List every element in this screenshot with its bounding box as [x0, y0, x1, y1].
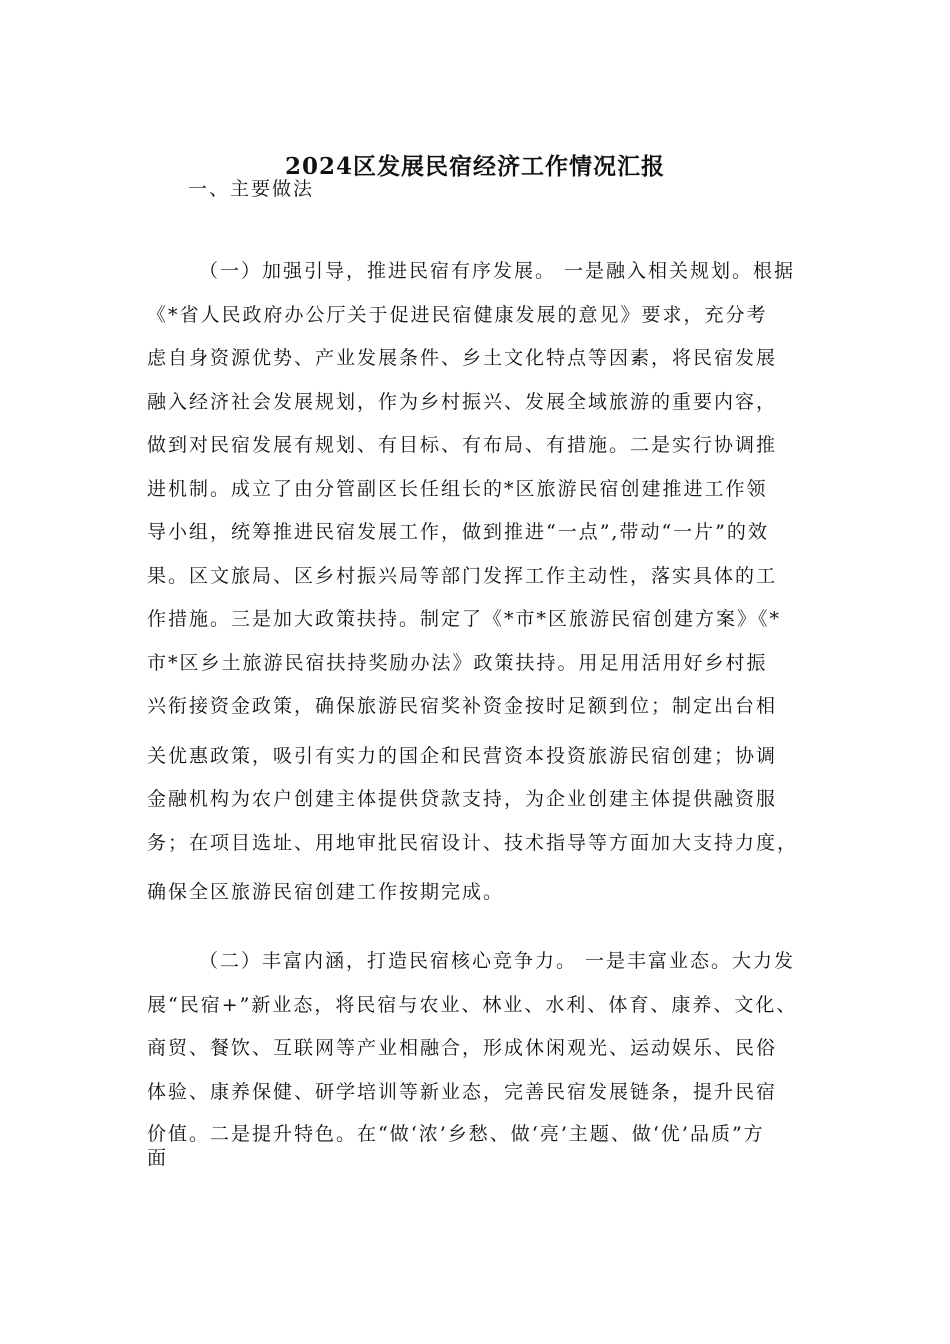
paragraph-line: 体验、康养保健、研学培训等新业态，完善民宿发展链条，提升民宿 [147, 1080, 778, 1103]
paragraph-line: 关优惠政策，吸引有实力的国企和民营资本投资旅游民宿创建；协调 [147, 744, 778, 767]
document-title: 2024区发展民宿经济工作情况汇报 [284, 153, 665, 180]
paragraph-line: 果。区文旅局、区乡村振兴局等部门发挥工作主动性，落实具体的工 [147, 564, 778, 587]
paragraph-line: 面 [147, 1147, 169, 1169]
paragraph-line: 确保全区旅游民宿创建工作按期完成。 [147, 881, 505, 903]
paragraph-line: 展“民宿+”新业态，将民宿与农业、林业、水利、体育、康养、文化、 [147, 993, 798, 1016]
paragraph-line: 市*区乡土旅游民宿扶持奖励办法》政策扶持。用足用活用好乡村振 [147, 651, 768, 674]
paragraph-line: 做到对民宿发展有规划、有目标、有布局、有措施。二是实行协调推 [147, 434, 778, 456]
paragraph-1 [147, 250, 807, 915]
paragraph-line: 金融机构为农户创建主体提供贷款支持，为企业创建主体提供融资服 [147, 788, 778, 810]
paragraph-line: 《*省人民政府办公厅关于促进民宿健康发展的意见》要求，充分考 [147, 303, 768, 326]
paragraph-line: 务；在项目选址、用地审批民宿设计、技术指导等方面加大支持力度， [147, 831, 799, 854]
paragraph-line: 作措施。三是加大政策扶持。制定了《*市*区旅游民宿创建方案》《* [147, 608, 782, 630]
section-heading: 一、主要做法 [188, 178, 315, 200]
paragraph-2 [147, 940, 807, 1170]
paragraph-line: 价值。二是提升特色。在“做‘浓’乡愁、做‘亮’主题、做‘优’品质”方 [147, 1123, 765, 1145]
paragraph-line: 商贸、餐饮、互联网等产业相融合，形成休闲观光、运动娱乐、民俗 [147, 1037, 778, 1059]
paragraph-line: （二）丰富内涵，打造民宿核心竞争力。 一是丰富业态。大力发 [199, 950, 796, 972]
paragraph-line: 导小组，统筹推进民宿发展工作，做到推进“一点”,带动“一片”的效 [147, 521, 769, 543]
paragraph-line: 进机制。成立了由分管副区长任组长的*区旅游民宿创建推进工作领 [147, 477, 768, 500]
paragraph-line: 兴衔接资金政策，确保旅游民宿奖补资金按时足额到位；制定出台相 [147, 695, 778, 717]
paragraph-line: （一）加强引导，推进民宿有序发展。 一是融入相关规划。根据 [199, 260, 796, 282]
paragraph-line: 虑自身资源优势、产业发展条件、乡土文化特点等因素，将民宿发展 [147, 347, 778, 369]
paragraph-line: 融入经济社会发展规划，作为乡村振兴、发展全域旅游的重要内容， [147, 390, 778, 413]
